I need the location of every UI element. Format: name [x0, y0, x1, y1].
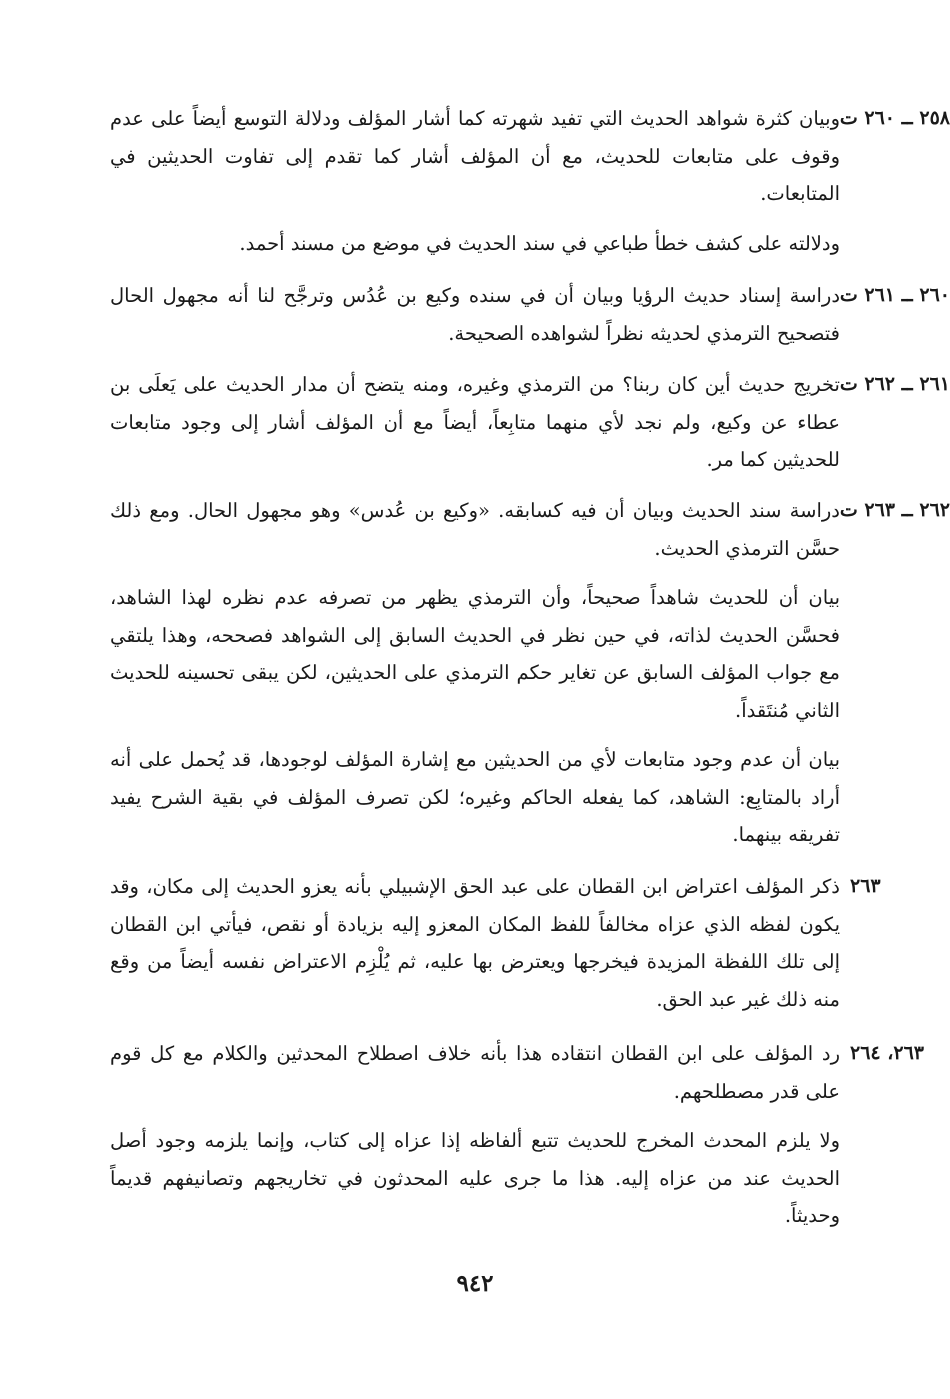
entry-1: [110, 100, 950, 274]
entry-reference: ٢٦٠ ــ ٢٦١ ت: [839, 284, 950, 306]
entry-2: [110, 277, 950, 364]
entry-reference: ٢٦٣: [850, 875, 881, 897]
entry-reference: ٢٦٣، ٢٦٤: [850, 1042, 924, 1064]
entry-paragraph: بيان أن للحديث شاهداً صحيحاً، وأن الترمذي يظهر من تصرفه عدم نظره لهذا الشاهد، فحسَّن الحديث لذاته، في حين نظر في الحديث السابق إلى الشواهد فصححه، وهذا يلتقي مع جواب المؤلف السابق عن تغاير حكم الترمذي على الحديثين، لكن يبقى تحسينه للحديث الثاني مُنتَقداً.: [110, 586, 840, 722]
entry-paragraph: ولا يلزم المحدث المخرج للحديث تتبع ألفاظه إذا عزاه إلى كتاب، وإنما يلزمه وجود أصل الحديث عند من عزاه إليه. هذا ما جرى عليه المحدثون في تخاريجهم وتصانيفهم قديماً وحديثاً.: [110, 1129, 840, 1227]
entry-paragraph: بيان أن عدم وجود متابعات لأي من الحديثين مع إشارة المؤلف لوجودها، قد يُحمل على أنه أراد بالمتابِع: الشاهد، كما يفعله الحاكم وغيره؛ لكن تصرف المؤلف في بقية الشرح يفيد تفريقه بينهما.: [110, 748, 840, 846]
entry-paragraph: ودلالته على كشف خطأ طباعي في سند الحديث في موضع من مسند أحمد.: [239, 231, 840, 255]
entry-4: [110, 492, 950, 866]
entry-paragraph: دراسة إسناد حديث الرؤيا وبيان أن في سنده وكيع بن عُدُس وترجَّح لنا أنه مجهول الحال فتصحيح الترمذي لحديثه نظراً لشواهده الصحيحة.: [110, 284, 840, 345]
entry-reference: ٢٥٨ ــ ٢٦٠ ت: [839, 107, 950, 129]
entry-paragraph: ذكر المؤلف اعتراض ابن القطان على عبد الحق الإشبيلي بأنه يعزو الحديث إلى مكان، وقد يكون لفظه الذي عزاه مخالفاً للفظ المكان المعزو إليه بزيادة أو نقص، فيأتي ابن القطان إلى تلك اللفظة المزيدة فيخرجها ويعترض بها عليه، ثم يُلْزِم الاعتراض نفسه أيضاً من وقع منه ذلك غير عبد الحق.: [110, 875, 840, 1011]
entry-3: [110, 366, 950, 491]
entry-5: [110, 868, 881, 1030]
entry-paragraph: تخريج حديث أين كان ربنا؟ من الترمذي وغيره، ومنه يتضح أن مدار الحديث على يَعلَى بن عطاء عن وكيع، ولم نجد لأي منهما متابِعاً، أيضاً مع أن المؤلف أشار إلى وجود متابعات للحديثين كما مر.: [110, 373, 840, 471]
entry-6: [110, 1035, 924, 1247]
entry-paragraph: دراسة سند الحديث وبيان أن فيه كسابقه. «وكيع بن عُدس» وهو مجهول الحال. ومع ذلك حسَّن الترمذي الحديث.: [110, 499, 840, 560]
entry-reference: ٢٦١ ــ ٢٦٢ ت: [839, 373, 950, 395]
entry-paragraph: وبيان كثرة شواهد الحديث التي تفيد شهرته كما أشار المؤلف ودلالة التوسع أيضاً على عدم وقوف على متابعات للحديث، مع أن المؤلف أشار كما تقدم إلى تفاوت الحديثين في المتابعات.: [110, 107, 840, 205]
page-number: ٩٤٢: [456, 1270, 494, 1297]
entry-paragraph: رد المؤلف على ابن القطان انتقاده هذا بأنه خلاف اصطلاح المحدثين والكلام مع كل قوم على قدر مصطلحهم.: [110, 1042, 840, 1103]
entry-reference: ٢٦٢ ــ ٢٦٣ ت: [839, 499, 950, 521]
